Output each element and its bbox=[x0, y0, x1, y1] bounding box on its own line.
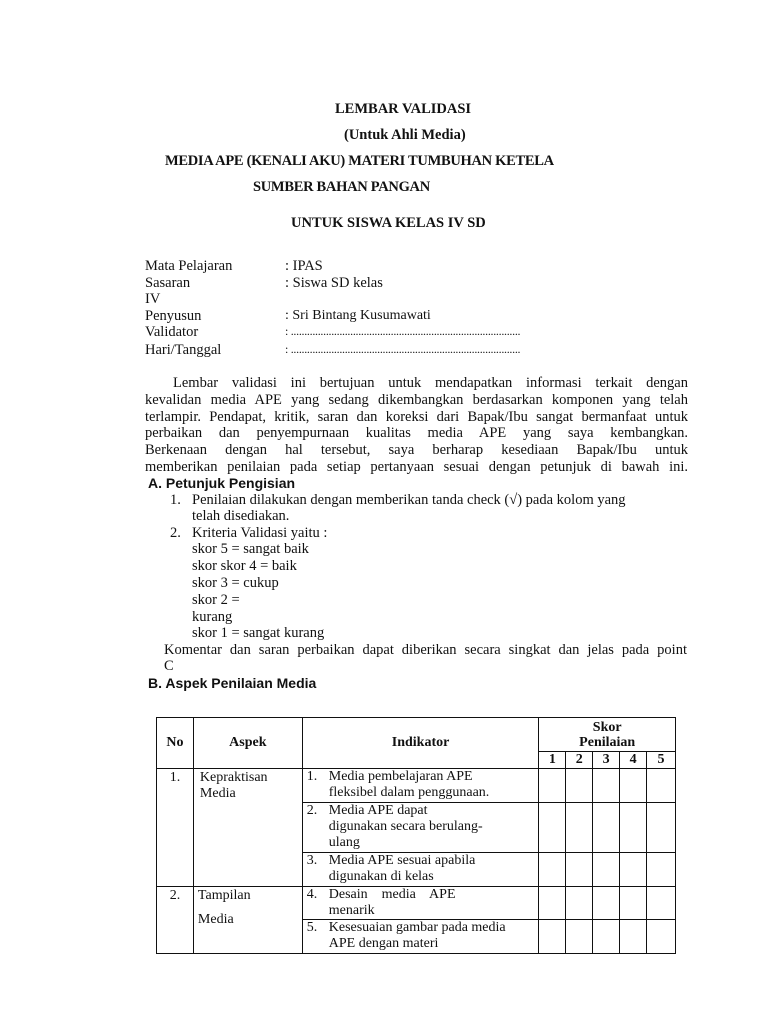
score-checkbox[interactable] bbox=[566, 769, 593, 803]
list-number: 2. bbox=[170, 525, 181, 541]
intro-line: perbaikan dan penyempurnaan kualitas media APE yang saya kembangkan. bbox=[145, 425, 688, 442]
score-checkbox[interactable] bbox=[593, 803, 620, 853]
table-row bbox=[157, 769, 676, 803]
identity-value: : ..................................................................................... bbox=[285, 342, 521, 356]
identity-label: Hari/Tanggal bbox=[145, 342, 222, 358]
row-number: 2. bbox=[157, 887, 194, 954]
row-number: 1. bbox=[157, 769, 194, 887]
score-criterion: skor 1 = sangat kurang bbox=[192, 625, 325, 641]
list-number: 1. bbox=[170, 492, 181, 508]
score-checkbox[interactable] bbox=[620, 887, 647, 920]
score-col-2: 2 bbox=[566, 752, 593, 769]
score-checkbox[interactable] bbox=[566, 853, 593, 887]
header-skor bbox=[539, 718, 676, 752]
comment-note: C bbox=[164, 658, 174, 674]
identity-label: Penyusun bbox=[145, 308, 202, 324]
score-criterion: skor 2 = bbox=[192, 592, 240, 608]
indicator-number: 3. bbox=[306, 853, 318, 868]
intro-line: memberikan penilaian pada setiap pertanyaan sesuai dengan petunjuk di bawah ini. bbox=[145, 458, 688, 475]
intro-paragraph bbox=[145, 375, 688, 476]
indicator-number: 5. bbox=[306, 920, 318, 935]
score-checkbox[interactable] bbox=[566, 920, 593, 954]
doc-target: UNTUK SISWA KELAS IV SD bbox=[291, 215, 486, 231]
instruction-text: Penilaian dilakukan dengan memberikan tanda check (√) pada kolom yang bbox=[192, 492, 626, 508]
aspect-line: Media bbox=[197, 912, 234, 927]
score-criterion: kurang bbox=[192, 609, 233, 625]
row-aspect bbox=[193, 887, 302, 954]
row-aspect bbox=[193, 769, 302, 887]
score-checkbox[interactable] bbox=[539, 853, 566, 887]
header-no: No bbox=[157, 718, 194, 769]
score-checkbox[interactable] bbox=[620, 803, 647, 853]
indicator-text: Kesesuaian gambar pada media bbox=[328, 920, 506, 935]
identity-label: Sasaran bbox=[145, 275, 191, 291]
score-checkbox[interactable] bbox=[539, 769, 566, 803]
intro-line: Berkenaan dengan hal tersebut, saya berharap kesediaan Bapak/Ibu untuk bbox=[145, 442, 688, 459]
indicator-number: 4. bbox=[306, 887, 318, 902]
intro-line: kevalidan media APE yang sedang dikembangkan berdasarkan komponen yang telah bbox=[145, 391, 688, 408]
score-checkbox[interactable] bbox=[620, 853, 647, 887]
doc-title: LEMBAR VALIDASI bbox=[335, 101, 472, 117]
score-col-1: 1 bbox=[539, 752, 566, 769]
score-checkbox[interactable] bbox=[647, 853, 676, 887]
indicator-text: APE dengan materi bbox=[328, 936, 439, 951]
score-criterion: skor 3 = cukup bbox=[192, 575, 279, 591]
aspect-line: Kepraktisan bbox=[199, 770, 268, 785]
score-checkbox[interactable] bbox=[593, 853, 620, 887]
score-col-4: 4 bbox=[620, 752, 647, 769]
indicator-number: 1. bbox=[306, 769, 318, 784]
identity-label: Mata Pelajaran bbox=[145, 258, 233, 274]
indicator-text: menarik bbox=[328, 903, 375, 918]
score-checkbox[interactable] bbox=[539, 920, 566, 954]
header-indikator: Indikator bbox=[302, 718, 539, 769]
aspect-line: Media bbox=[199, 786, 236, 801]
header-skor-line1: Skor bbox=[592, 719, 622, 735]
doc-media-title: MEDIA APE (KENALI AKU) MATERI TUMBUHAN KETELA bbox=[165, 153, 554, 169]
indicator-cell bbox=[302, 853, 539, 887]
header-aspek: Aspek bbox=[193, 718, 302, 769]
score-checkbox[interactable] bbox=[647, 920, 676, 954]
score-checkbox[interactable] bbox=[566, 887, 593, 920]
score-criterion: skor skor 4 = baik bbox=[192, 558, 297, 574]
identity-value: : ..................................................................................... bbox=[285, 324, 521, 338]
instruction-text: telah disediakan. bbox=[192, 508, 290, 524]
score-checkbox[interactable] bbox=[539, 887, 566, 920]
indicator-cell bbox=[302, 803, 539, 853]
identity-label: Validator bbox=[145, 324, 199, 340]
indicator-text: ulang bbox=[328, 835, 360, 850]
indicator-text: digunakan di kelas bbox=[328, 869, 434, 884]
identity-value: : Siswa SD kelas bbox=[285, 275, 383, 291]
score-checkbox[interactable] bbox=[539, 803, 566, 853]
section-a-heading: A. Petunjuk Pengisian bbox=[148, 475, 296, 491]
indicator-cell bbox=[302, 769, 539, 803]
indicator-text: Media APE sesuai apabila bbox=[328, 853, 476, 868]
header-skor-line2: Penilaian bbox=[579, 734, 636, 750]
identity-value: : Sri Bintang Kusumawati bbox=[285, 308, 431, 323]
score-col-5: 5 bbox=[647, 752, 676, 769]
intro-line: terlampir. Pendapat, kritik, saran dan koreksi dari Bapak/Ibu sangat bermanfaat untuk bbox=[145, 408, 688, 425]
score-criterion: skor 5 = sangat baik bbox=[192, 541, 309, 557]
indicator-text: Media APE dapat bbox=[328, 803, 428, 818]
doc-media-subtitle: SUMBER BAHAN PANGAN bbox=[253, 179, 430, 195]
indicator-text: fleksibel dalam penggunaan. bbox=[328, 785, 490, 800]
indicator-text: Desain media APE bbox=[328, 887, 456, 902]
indicator-text: Media pembelajaran APE bbox=[328, 769, 473, 784]
doc-subtitle: (Untuk Ahli Media) bbox=[344, 127, 466, 143]
identity-label: IV bbox=[145, 291, 161, 307]
score-checkbox[interactable] bbox=[566, 803, 593, 853]
indicator-cell bbox=[302, 920, 539, 954]
indicator-text: digunakan secara berulang- bbox=[328, 819, 483, 834]
aspect-line: Tampilan bbox=[197, 888, 251, 903]
indicator-number: 2. bbox=[306, 803, 318, 818]
score-checkbox[interactable] bbox=[593, 887, 620, 920]
table-row bbox=[157, 887, 676, 920]
score-col-3: 3 bbox=[593, 752, 620, 769]
intro-line: Lembar validasi ini bertujuan untuk mendapatkan informasi terkait dengan bbox=[173, 375, 688, 391]
score-checkbox[interactable] bbox=[647, 803, 676, 853]
section-b-heading: B. Aspek Penilaian Media bbox=[148, 675, 317, 691]
comment-note: Komentar dan saran perbaikan dapat diberikan secara singkat dan jelas pada point bbox=[164, 642, 687, 658]
instruction-text: Kriteria Validasi yaitu : bbox=[192, 525, 328, 541]
score-checkbox[interactable] bbox=[647, 769, 676, 803]
score-checkbox[interactable] bbox=[620, 769, 647, 803]
score-checkbox[interactable] bbox=[593, 769, 620, 803]
score-checkbox[interactable] bbox=[620, 920, 647, 954]
identity-value: : IPAS bbox=[285, 258, 323, 274]
score-checkbox[interactable] bbox=[593, 920, 620, 954]
indicator-cell bbox=[302, 887, 539, 920]
score-checkbox[interactable] bbox=[647, 887, 676, 920]
assessment-table bbox=[156, 717, 676, 954]
